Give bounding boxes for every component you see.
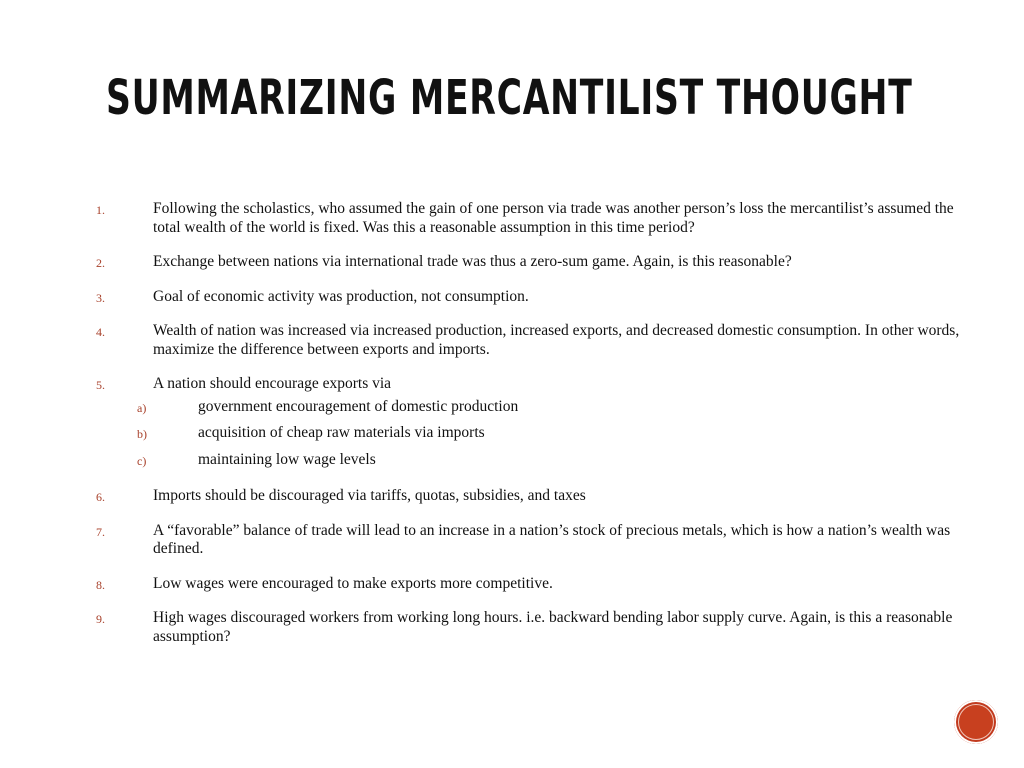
- list-number: 6.: [96, 490, 105, 504]
- list-item-text: Goal of economic activity was production, not consumption.: [153, 287, 529, 305]
- sub-list-item-text: maintaining low wage levels: [198, 450, 376, 468]
- list-number: 9.: [96, 612, 105, 626]
- sub-list-letter: c): [137, 453, 147, 468]
- sub-list-item-a: [137, 398, 976, 417]
- sub-list-letter: a): [137, 400, 147, 415]
- list-item-text: High wages discouraged workers from working long hours. i.e. backward bending labor supply curve. Again, is this a reasonable assumption?: [153, 609, 953, 645]
- slide-corner-circle-badge: [954, 700, 998, 744]
- list-item-1: [96, 200, 976, 237]
- slide-left-edge: [0, 0, 6, 768]
- list-number: 7.: [96, 524, 105, 539]
- list-item-text: A nation should encourage exports via: [153, 375, 392, 392]
- sub-list-item-b: [137, 424, 976, 443]
- list-item-text: A “favorable” balance of trade will lead to an increase in a nation’s stock of precious metals, which is how a nation’s wealth was defined.: [153, 521, 951, 557]
- list-item-text: Wealth of nation was increased via increased production, increased exports, and decreased domestic consumption. In other words, maximize the difference between exports and imports.: [153, 322, 960, 358]
- slide-body: [96, 200, 976, 662]
- list-item-text: Imports should be discouraged via tariffs, quotas, subsidies, and taxes: [153, 487, 586, 504]
- list-number: 1.: [96, 203, 105, 217]
- list-item-6: [96, 487, 976, 506]
- sub-list: [137, 397, 976, 470]
- list-item-text: Following the scholastics, who assumed the gain of one person via trade was another person’s loss the mercantilist’s assumed the total wealth of the world is fixed. Was this a reasonable assumption in this time period?: [153, 200, 954, 236]
- list-item-2: [96, 253, 976, 272]
- list-item-5: [96, 375, 976, 469]
- sub-list-item-c: [137, 451, 976, 470]
- list-number: 2.: [96, 256, 105, 270]
- list-item-8: [96, 575, 976, 594]
- sub-list-letter: b): [137, 427, 147, 441]
- slide-title: SUMMARIZING MERCANTILIST THOUGHT: [106, 70, 913, 126]
- list-item-text: Low wages were encouraged to make exports more competitive.: [153, 574, 553, 592]
- list-item-4: [96, 322, 976, 359]
- sub-list-item-text: government encouragement of domestic production: [198, 397, 519, 415]
- list-number: 5.: [96, 378, 105, 392]
- list-number: 3.: [96, 290, 105, 305]
- sub-list-item-text: acquisition of cheap raw materials via imports: [198, 424, 485, 441]
- list-number: 4.: [96, 325, 105, 339]
- list-item-3: [96, 288, 976, 307]
- list-item-text: Exchange between nations via international trade was thus a zero-sum game. Again, is this reasonable?: [153, 253, 792, 270]
- list-item-7: [96, 522, 976, 559]
- list-item-9: [96, 609, 976, 646]
- list-number: 8.: [96, 577, 105, 592]
- badge-inner-ring: [958, 704, 994, 740]
